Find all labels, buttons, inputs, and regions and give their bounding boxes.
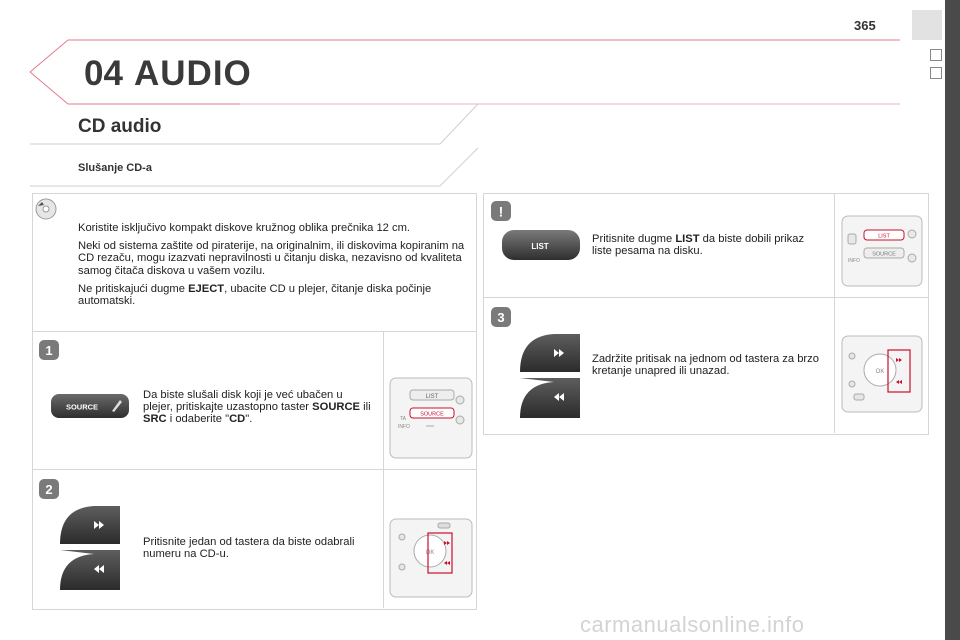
- intro-p3-a: Ne pritiskajući dugme: [78, 282, 189, 295]
- step-1-text-g: ".: [245, 413, 253, 426]
- panel-image-ok-2: [840, 332, 924, 416]
- panel2-ok-label: OK: [875, 369, 885, 375]
- step-2-badge: [38, 478, 60, 500]
- list-step-text: [592, 233, 824, 257]
- panel-info-label: INFO: [398, 424, 410, 430]
- step-1-badge: [38, 339, 60, 361]
- panel-source-label: SOURCE: [420, 411, 444, 418]
- step-2-badge-label: 2: [45, 482, 53, 497]
- fast-forward-buttons-image: [514, 332, 584, 420]
- divider-images-right: [834, 193, 835, 433]
- list-text-list: LIST: [675, 233, 700, 245]
- list-button-image: [500, 228, 582, 262]
- step-1-badge-label: 1: [45, 343, 53, 358]
- page-number: 365: [854, 18, 876, 33]
- step-1-source: SOURCE: [312, 401, 361, 414]
- section-title: CD audio: [78, 116, 162, 137]
- watermark: carmanualsonline.info: [580, 612, 805, 637]
- panel-list-label: LIST: [425, 394, 439, 400]
- intro-p1: Koristite isključivo kompakt diskove kružnog oblika prečnika 12 cm.: [78, 222, 411, 234]
- panel-image-ok-1: [388, 515, 474, 601]
- warning-badge: [490, 200, 512, 222]
- chapter-number: 04: [84, 54, 123, 93]
- source-button-label: SOURCE: [65, 402, 99, 412]
- chapter-title: AUDIO: [134, 54, 252, 93]
- panel-image-source: [388, 372, 474, 464]
- step-1-src: SRC: [143, 413, 167, 426]
- intro-p2: Neki od sistema zaštite od piraterije, na originalnim, ili diskovima kopiranim na CD rezaču, mogu izazvati nepravilnosti u čitanju diska, nezavisno od kvaliteta samog čitača diskova u vašem vozilu.: [78, 240, 465, 277]
- intro-p3-c: , ubacite CD u plejer, čitanje diska počinje automatski.: [78, 282, 432, 308]
- skip-buttons-image: [54, 504, 124, 592]
- step-1-text-e: i odaberite ": [166, 413, 230, 426]
- step-3-badge: [490, 306, 512, 328]
- panel-image-list: [840, 212, 924, 290]
- list-text-a: Pritisnite dugme: [592, 233, 676, 245]
- panel2-info-label: INFO: [848, 258, 860, 264]
- source-button-image: [50, 393, 130, 419]
- step-1-text: [143, 389, 375, 426]
- step-3-badge-label: 3: [497, 310, 505, 325]
- step-1-cd: CD: [229, 413, 246, 426]
- panel-ta-label: TA: [400, 416, 407, 422]
- step-3-text: Zadržite pritisak na jednom od tastera za brzo kretanje unapred ili unazad.: [592, 353, 819, 378]
- intro-p3: [78, 283, 473, 307]
- cd-icon: [34, 197, 60, 221]
- list-button-label: LIST: [531, 242, 549, 251]
- panel2-list-label: LIST: [878, 233, 890, 240]
- panel2-source-label: SOURCE: [872, 251, 896, 258]
- section-subtitle: Slušanje CD-a: [78, 162, 152, 174]
- step-1-text-a: Da biste slušali disk koji je već ubačen u plejer, pritiskajte uzastopno taster: [143, 389, 343, 414]
- divider-list: [483, 297, 928, 298]
- divider-step1: [32, 469, 476, 470]
- list-text-c: da biste dobili prikaz liste pesama na disku.: [592, 233, 805, 258]
- divider-intro: [32, 331, 476, 332]
- step-2-text: Pritisnite jedan od tastera da biste odabrali numeru na CD-u.: [143, 536, 355, 561]
- divider-images-left: [383, 332, 384, 608]
- panel-ok-label: OK: [425, 550, 435, 556]
- step-1-text-c: ili: [360, 401, 371, 414]
- section-rules: [0, 100, 500, 190]
- intro-p3-eject: EJECT: [188, 282, 225, 295]
- intro-text: [78, 222, 473, 313]
- warning-badge-label: !: [498, 203, 504, 220]
